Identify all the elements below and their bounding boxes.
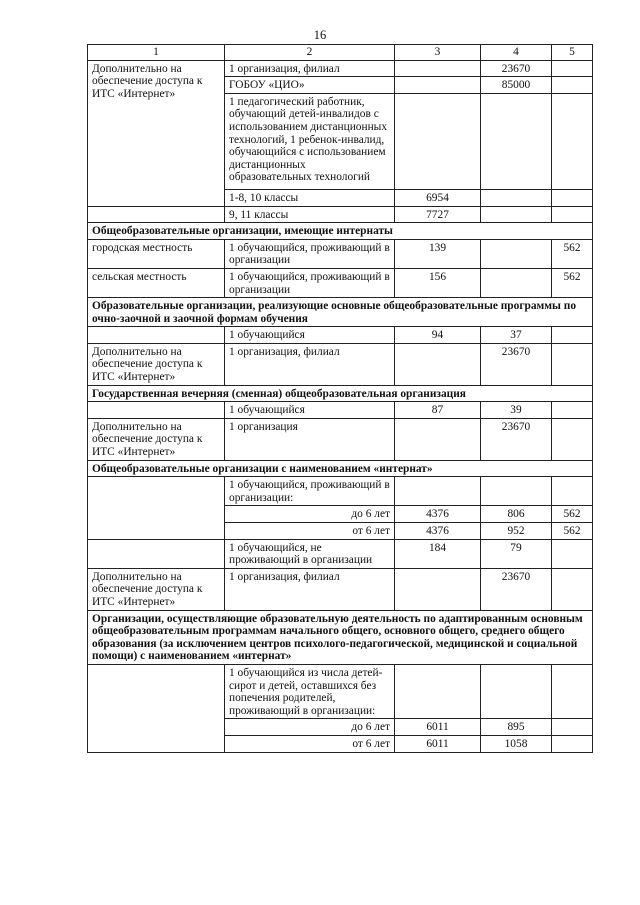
- header-col-1: 1: [88, 45, 225, 61]
- section-heading: Государственная вечерняя (сменная) общеобразовательная организация: [88, 385, 593, 402]
- cell-col-4: 39: [481, 402, 552, 419]
- cell-col-5: 562: [552, 239, 593, 268]
- table-row: [88, 539, 593, 568]
- cell-col-5: [552, 568, 593, 610]
- cell-col-4: [481, 189, 552, 206]
- cell-col-5: [552, 539, 593, 568]
- table-row: [88, 206, 593, 223]
- cell-col-5: [552, 93, 593, 189]
- cell-col-1: [88, 477, 225, 539]
- cell-col-5: [552, 477, 593, 506]
- cell-description: ГОБОУ «ЦИО»: [225, 77, 395, 94]
- section-heading: Общеобразовательные организации с наименованием «интернат»: [88, 460, 593, 477]
- section-heading-row: [88, 610, 593, 664]
- cell-col-3: [395, 343, 481, 385]
- cell-col-4: 23670: [481, 568, 552, 610]
- cell-col-4: [481, 239, 552, 268]
- cell-col-3: [395, 60, 481, 77]
- cell-col-3: [395, 477, 481, 506]
- cell-col-5: [552, 189, 593, 206]
- internet-access-label: Дополнительно на обеспечение доступа к ИТС «Интернет»: [88, 60, 225, 206]
- cell-col-3: 4376: [395, 523, 481, 540]
- cell-col-5: 562: [552, 523, 593, 540]
- table-row: [88, 477, 593, 506]
- section-heading-row: [88, 385, 593, 402]
- cell-col-4: 952: [481, 523, 552, 540]
- cell-col-4: 23670: [481, 60, 552, 77]
- table-row: [88, 568, 593, 610]
- cell-col-4: 85000: [481, 77, 552, 94]
- table-row: [88, 418, 593, 460]
- cell-col-3: 6954: [395, 189, 481, 206]
- cell-col-4: [481, 477, 552, 506]
- cell-col-3: 94: [395, 327, 481, 344]
- cell-col-5: [552, 735, 593, 752]
- cell-age-group: до 6 лет: [225, 506, 395, 523]
- cell-col-3: [395, 664, 481, 718]
- cell-col-3: 6011: [395, 735, 481, 752]
- section-heading: Организации, осуществляющие образовательную деятельность по адаптированным основным общеобразовательным программам начального общего, основного общего, среднего общего образования (за исключением центров психолого-педагогической, медицинской и социальной помощи) с наименованием «интернат»: [88, 610, 593, 664]
- cell-col-4: [481, 664, 552, 718]
- table-row: [88, 664, 593, 718]
- cell-col-4: 806: [481, 506, 552, 523]
- cell-col-3: 156: [395, 268, 481, 297]
- header-col-4: 4: [481, 45, 552, 61]
- cell-description: 1-8, 10 классы: [225, 189, 395, 206]
- cell-col-5: [552, 402, 593, 419]
- table-row: [88, 402, 593, 419]
- cell-col-4: 23670: [481, 343, 552, 385]
- cell-col-4: 37: [481, 327, 552, 344]
- cell-col-5: [552, 77, 593, 94]
- cell-age-group: до 6 лет: [225, 719, 395, 736]
- cell-col-3: [395, 93, 481, 189]
- table-row: [88, 343, 593, 385]
- table-row: [88, 60, 593, 77]
- cell-col-3: 139: [395, 239, 481, 268]
- cell-col-1: [88, 402, 225, 419]
- cell-description: 1 педагогический работник, обучающий детей-инвалидов с использованием дистанционных технологий, 1 ребенок-инвалид, обучающийся с использованием дистанционных образовательных технологий: [225, 93, 395, 189]
- cell-age-group: от 6 лет: [225, 523, 395, 540]
- cell-age-group: от 6 лет: [225, 735, 395, 752]
- table-row: [88, 239, 593, 268]
- cell-description: 1 организация, филиал: [225, 343, 395, 385]
- cell-col-3: 184: [395, 539, 481, 568]
- cell-description: 1 обучающийся, не проживающий в организации: [225, 539, 395, 568]
- header-col-3: 3: [395, 45, 481, 61]
- cell-col-5: [552, 343, 593, 385]
- cell-col-1: [88, 539, 225, 568]
- table-row: [88, 268, 593, 297]
- cell-description: 1 обучающийся, проживающий в организации: [225, 239, 395, 268]
- table-header-row: [88, 45, 593, 61]
- cell-col-5: [552, 719, 593, 736]
- cell-description: 1 организация, филиал: [225, 60, 395, 77]
- cell-col-5: [552, 664, 593, 718]
- cell-description: 9, 11 классы: [225, 206, 395, 223]
- cell-col-4: 1058: [481, 735, 552, 752]
- cell-description: 1 обучающийся, проживающий в организации: [225, 268, 395, 297]
- page-number: 16: [313, 28, 327, 42]
- cell-col-4: [481, 268, 552, 297]
- cell-col-1: [88, 664, 225, 752]
- cell-description: 1 обучающийся: [225, 402, 395, 419]
- cell-col-4: 23670: [481, 418, 552, 460]
- cell-description: 1 организация, филиал: [225, 568, 395, 610]
- cell-col-3: 87: [395, 402, 481, 419]
- cell-col-5: [552, 60, 593, 77]
- cell-col-1: городская местность: [88, 239, 225, 268]
- cell-col-5: 562: [552, 506, 593, 523]
- cell-col-3: 6011: [395, 719, 481, 736]
- cell-col-3: [395, 77, 481, 94]
- section-heading: Общеобразовательные организации, имеющие интернаты: [88, 223, 593, 240]
- cell-col-3: 4376: [395, 506, 481, 523]
- cell-col-5: [552, 327, 593, 344]
- internet-access-label: Дополнительно на обеспечение доступа к ИТС «Интернет»: [88, 343, 225, 385]
- cell-description: 1 организация: [225, 418, 395, 460]
- internet-access-label: Дополнительно на обеспечение доступа к ИТС «Интернет»: [88, 418, 225, 460]
- cell-col-3: [395, 418, 481, 460]
- header-col-2: 2: [225, 45, 395, 61]
- internet-access-label: Дополнительно на обеспечение доступа к ИТС «Интернет»: [88, 568, 225, 610]
- cell-col-4: [481, 93, 552, 189]
- cell-col-4: 895: [481, 719, 552, 736]
- cell-col-1: сельская местность: [88, 268, 225, 297]
- table-row: [88, 327, 593, 344]
- cell-col-3: 7727: [395, 206, 481, 223]
- cell-col-5: [552, 206, 593, 223]
- cell-col-4: [481, 206, 552, 223]
- cell-col-5: 562: [552, 268, 593, 297]
- norms-table: [87, 44, 593, 753]
- section-heading-row: [88, 460, 593, 477]
- section-heading: Образовательные организации, реализующие основные общеобразовательные программы по очно-заочной и заочной формам обучения: [88, 298, 593, 327]
- cell-col-1: [88, 206, 225, 223]
- section-heading-row: [88, 298, 593, 327]
- section-heading-row: [88, 223, 593, 240]
- cell-col-4: 79: [481, 539, 552, 568]
- cell-col-3: [395, 568, 481, 610]
- cell-col-1: [88, 327, 225, 344]
- cell-description: 1 обучающийся: [225, 327, 395, 344]
- header-col-5: 5: [552, 45, 593, 61]
- cell-col-5: [552, 418, 593, 460]
- cell-description: 1 обучающийся из числа детей-сирот и детей, оставшихся без попечения родителей, проживающий в организации:: [225, 664, 395, 718]
- cell-description: 1 обучающийся, проживающий в организации:: [225, 477, 395, 506]
